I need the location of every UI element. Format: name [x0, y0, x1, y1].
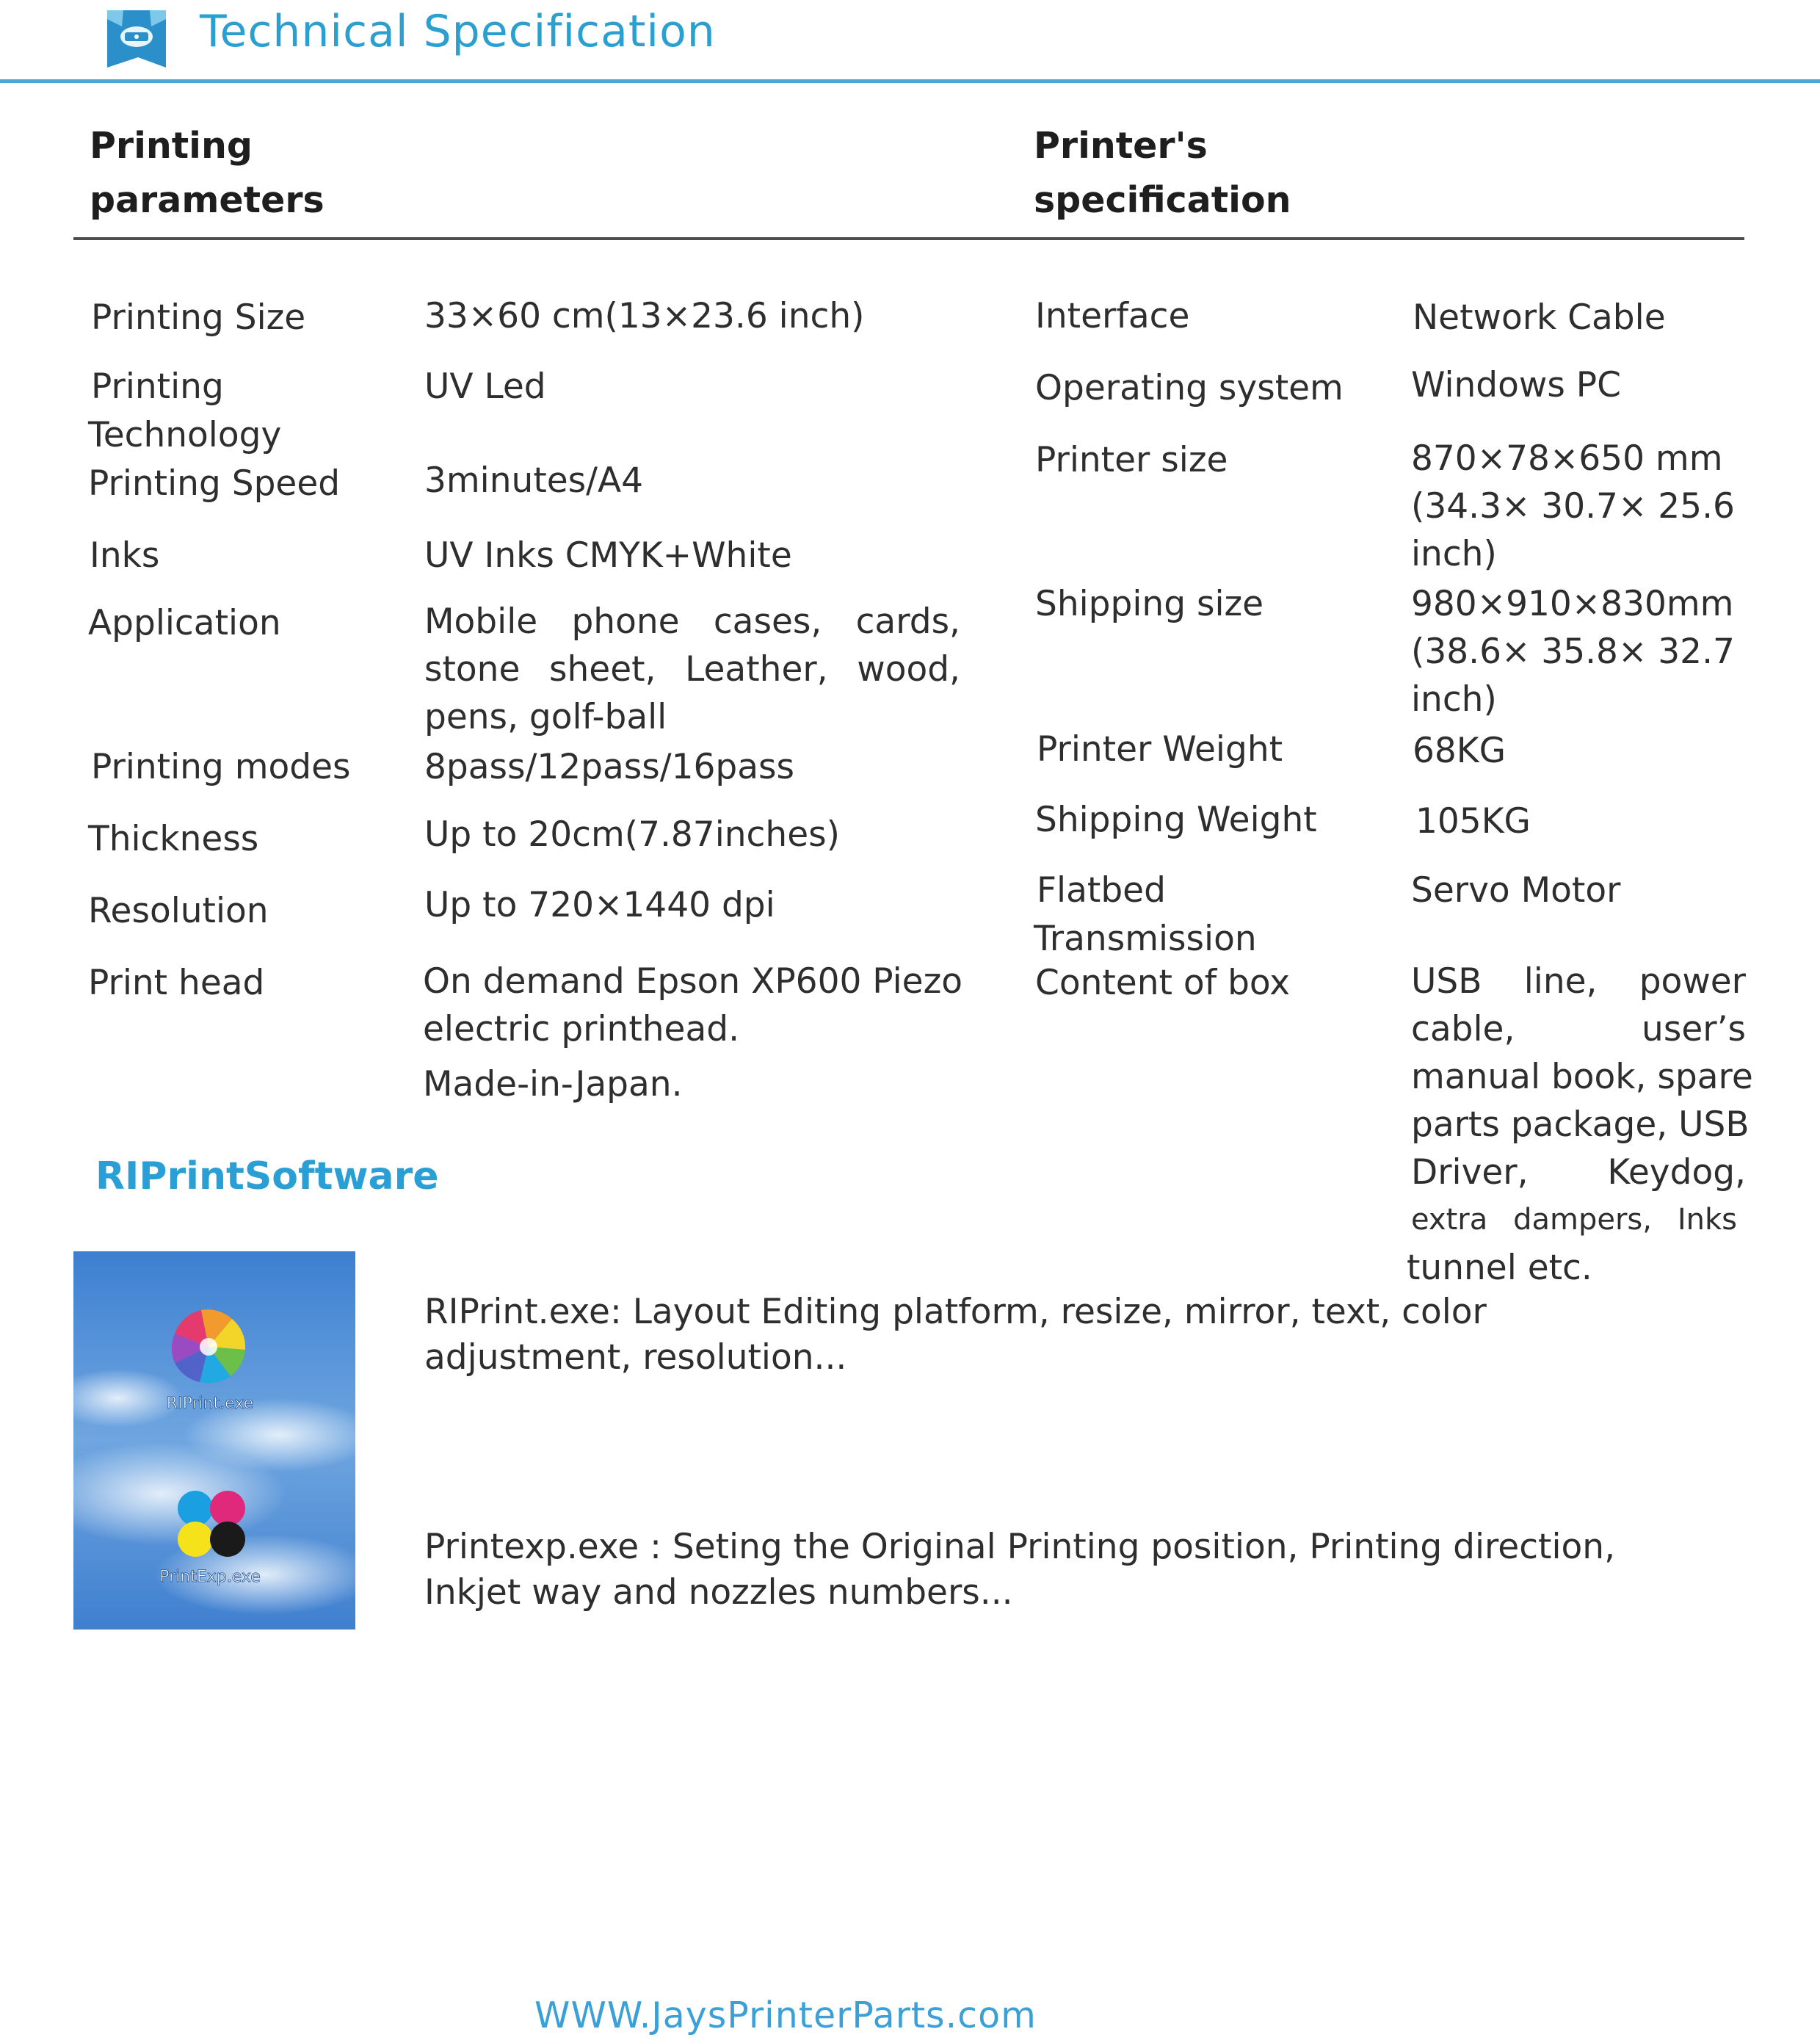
spec-value-box-contents: [1407, 958, 1753, 1292]
spec-value-line: Made-in-Japan.: [423, 1064, 683, 1104]
spec-label: Shipping Weight: [1035, 800, 1317, 840]
spec-value: 8pass/12pass/16pass: [424, 747, 795, 787]
spec-value: 68KG: [1413, 731, 1507, 771]
right-section-heading: [1034, 119, 1291, 228]
right-heading-line1: Printer's: [1034, 125, 1208, 167]
spec-value-line: USB line, power: [1411, 961, 1746, 1002]
section-divider: [73, 237, 1744, 240]
spec-value: UV Inks CMYK+White: [424, 535, 792, 576]
left-section-heading: [90, 119, 325, 228]
spec-value: Servo Motor: [1411, 870, 1621, 911]
spec-value-shipping-size: [1411, 580, 1735, 723]
spec-label: Printing modes: [91, 747, 351, 787]
spec-value-line: stone sheet, Leather, wood,: [424, 649, 960, 690]
spec-value-line: inch): [1411, 679, 1497, 720]
printexp-description: [424, 1524, 1615, 1616]
spec-label: Print head: [88, 963, 265, 1003]
spec-value-line: pens, golf-ball: [424, 697, 667, 737]
spec-value: 33×60 cm(13×23.6 inch): [424, 296, 865, 336]
spec-value-line: Driver, Keydog,: [1411, 1152, 1746, 1193]
spec-label: Operating system: [1035, 368, 1344, 408]
spec-label: Interface: [1035, 296, 1190, 336]
spec-value-line: extra dampers, Inks: [1411, 1203, 1737, 1237]
spec-value-line: Mobile phone cases, cards,: [424, 601, 960, 642]
description-line: RIPrint.exe: Layout Editing platform, resize, mirror, text, color: [424, 1292, 1487, 1332]
spec-value-line: manual book, spare: [1411, 1057, 1753, 1097]
spec-value-line: 870×78×650 mm: [1411, 438, 1723, 479]
spec-value: UV Led: [424, 366, 546, 407]
spec-label: Shipping size: [1035, 584, 1264, 624]
spec-value: 105KG: [1415, 801, 1531, 842]
spec-label: Transmission: [1034, 919, 1257, 959]
spec-value: Up to 20cm(7.87inches): [424, 814, 840, 855]
software-desktop-screenshot: [73, 1251, 355, 1630]
spec-label: Flatbed: [1037, 870, 1166, 911]
header-divider: [0, 79, 1820, 83]
spec-label: Thickness: [88, 819, 259, 859]
spec-label: Printer Weight: [1037, 729, 1283, 770]
left-heading-line2: parameters: [90, 179, 325, 221]
spec-value-printer-size: [1411, 435, 1735, 578]
spec-value-line: (38.6× 35.8× 32.7: [1411, 632, 1735, 672]
right-heading-line2: specification: [1034, 179, 1291, 221]
spec-value-application: [424, 598, 960, 741]
printer-logo-icon: [101, 4, 172, 70]
spec-value-line: electric printhead.: [423, 1009, 740, 1049]
page-title: Technical Specification: [200, 6, 716, 57]
spec-label: Printing: [91, 366, 224, 407]
spec-value-line: tunnel etc.: [1407, 1248, 1592, 1288]
spec-value: 3minutes/A4: [424, 460, 644, 501]
spec-label: Printing Speed: [88, 463, 341, 504]
spec-value-line: 980×910×830mm: [1411, 584, 1734, 624]
spec-value-line: On demand Epson XP600 Piezo: [423, 961, 963, 1002]
printexp-icon-label: PrintExp.exe: [159, 1568, 261, 1586]
riprint-icon-label: RIPrint.exe: [166, 1395, 254, 1413]
spec-label: Content of box: [1035, 963, 1291, 1003]
spec-value: Network Cable: [1413, 297, 1666, 338]
spec-value-printhead: [423, 958, 962, 1108]
spec-label: Printing Size: [91, 297, 306, 338]
description-line: Printexp.exe : Seting the Original Printing position, Printing direction,: [424, 1527, 1616, 1567]
software-title: RIPrintSoftware: [95, 1154, 439, 1198]
riprint-description: [424, 1290, 1487, 1381]
spec-value-line: cable, user’s: [1411, 1009, 1746, 1049]
spec-value-line: inch): [1411, 534, 1497, 574]
spec-value: Up to 720×1440 dpi: [424, 885, 775, 925]
spec-value: Windows PC: [1411, 365, 1621, 405]
spec-label: Printer size: [1035, 440, 1228, 480]
spec-label: Application: [88, 603, 281, 643]
website-link[interactable]: WWW.JaysPrinterParts.com: [534, 1994, 1037, 2036]
spec-label: Resolution: [88, 891, 269, 931]
spec-label: Technology: [88, 415, 282, 455]
description-line: Inkjet way and nozzles numbers...: [424, 1572, 1013, 1613]
spec-value-line: (34.3× 30.7× 25.6: [1411, 486, 1735, 527]
description-line: adjustment, resolution...: [424, 1337, 847, 1378]
spec-value-line: parts package, USB: [1411, 1104, 1750, 1145]
spec-label: Inks: [90, 535, 160, 576]
left-heading-line1: Printing: [90, 125, 253, 167]
